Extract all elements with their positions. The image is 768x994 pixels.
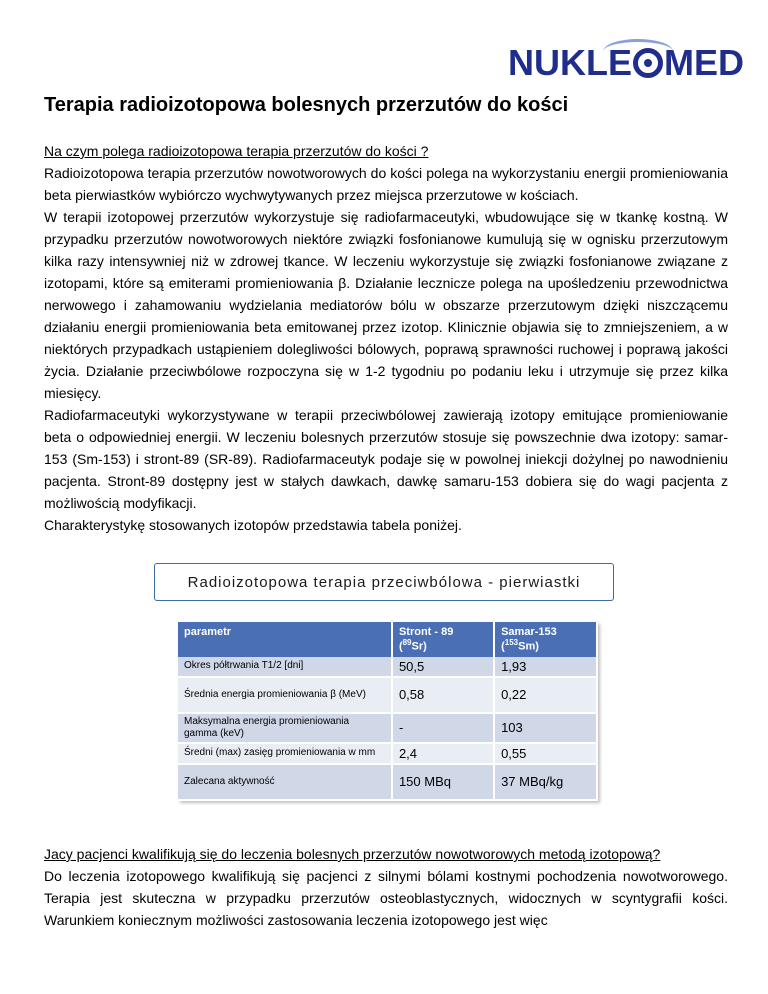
row-value-samarium: 0,22 xyxy=(494,677,597,713)
table-header-row xyxy=(178,622,597,657)
section-heading: Jacy pacjenci kwalifikują się do leczenia bolesnych przerzutów nowotworowych metodą izotopową? xyxy=(44,846,661,862)
orbit-icon xyxy=(603,39,673,64)
page-title: Terapia radioizotopowa bolesnych przerzutów do kości xyxy=(44,94,569,116)
paragraph: Radiofarmaceutyki wykorzystywane w terapii przeciwbólowej zawierają izotopy emitujące promieniowanie beta o odpowiedniej energii. W leczeniu bolesnych przerzutów stosuje się powszechnie dwa izotopy: samar-153 (Sm-153) i stront-89 (SR-89). Radiofarmaceutyk podaje się w powolnej iniekcji dożylnej po nawodnieniu pacjenta. Stront-89 dostępny jest w stałych dawkach, dawkę samaru-153 dobiera się do wagi pacjenta z możliwością modyfikacji. xyxy=(44,407,728,511)
section-qualification xyxy=(44,843,728,931)
row-param: Zalecana aktywność xyxy=(178,764,392,800)
header-param: parametr xyxy=(178,622,392,657)
table-row xyxy=(178,657,597,677)
table-caption: Radioizotopowa terapia przeciwbólowa - pierwiastki xyxy=(154,563,614,601)
row-value-strontium: 0,58 xyxy=(392,677,494,713)
paragraph: Charakterystykę stosowanych izotopów przedstawia tabela poniżej. xyxy=(44,517,462,533)
row-value-strontium: 50,5 xyxy=(392,657,494,677)
header-samarium: Samar-153 ($^{153}$Sm) xyxy=(494,622,597,657)
row-value-samarium: 1,93 xyxy=(494,657,597,677)
paragraph: Radioizotopowa terapia przerzutów nowotworowych do kości polega na wykorzystaniu energii promieniowania beta pierwiastków wybiórczo wychwytywanych przez miejsca przerzutowe w kościach. xyxy=(44,165,728,203)
header-strontium: Stront - 89 ($^{89}$Sr) xyxy=(392,622,494,657)
logo-text-end: MED xyxy=(664,42,744,83)
paragraph: W terapii izotopowej przerzutów wykorzystuje się radiofarmaceutyki, wbudowujące się w tkankę kostną. W przypadku przerzutów nowotworowych niektóre związki fosfonianowe kumulują się w ognisku przerzutowym kilka razy intensywniej niż w zdrowej tkance. W leczeniu wykorzystuje się związki fosfonianowe związane z izotopami, które są emiterami promieniowania β. Działanie lecznicze polega na upośledzeniu przewodnictwa nerwowego i zahamowaniu wydzielania mediatorów bólu w obszarze przerzutowym dzięki niszczącemu działaniu energii promieniowania beta emitowanej przez izotop. Klinicznie objawia się to zmniejszeniem, a w niektórych przypadkach ustąpieniem dolegliwości bólowych, poprawą sprawności ruchowej i poprawą jakości życia. Działanie przeciwbólowe rozpoczyna się w 1-2 tygodniu po podaniu leku i utrzymuje się przez kilka miesięcy. xyxy=(44,209,728,401)
logo-text-start: NUKLE xyxy=(508,42,632,83)
row-param: Maksymalna energia promieniowania gamma (keV) xyxy=(178,713,392,743)
table-row xyxy=(178,764,597,800)
isotope-table xyxy=(178,622,598,801)
row-value-samarium: 103 xyxy=(494,713,597,743)
row-value-strontium: 2,4 xyxy=(392,743,494,764)
row-param: Okres półtrwania T1/2 [dni] xyxy=(178,657,392,677)
table-row xyxy=(178,713,597,743)
row-value-strontium: 150 MBq xyxy=(392,764,494,800)
row-value-samarium: 37 MBq/kg xyxy=(494,764,597,800)
row-value-strontium: - xyxy=(392,713,494,743)
table-row xyxy=(178,743,597,764)
section-intro xyxy=(44,140,728,536)
row-value-samarium: 0,55 xyxy=(494,743,597,764)
row-param: Średni (max) zasięg promieniowania w mm xyxy=(178,743,392,764)
nukleomed-logo xyxy=(508,37,744,89)
paragraph: Do leczenia izotopowego kwalifikują się pacjenci z silnymi bólami kostnymi pochodzenia nowotworowego. Terapia jest skuteczna w przypadku przerzutów osteoblastycznych, widocznych w scyntygrafii kości. Warunkiem koniecznym możliwości zastosowania leczenia izotopowego jest więc xyxy=(44,868,728,928)
section-heading: Na czym polega radioizotopowa terapia przerzutów do kości ? xyxy=(44,143,429,159)
table-row xyxy=(178,677,597,713)
row-param: Średnia energia promieniowania β (MeV) xyxy=(178,677,392,713)
